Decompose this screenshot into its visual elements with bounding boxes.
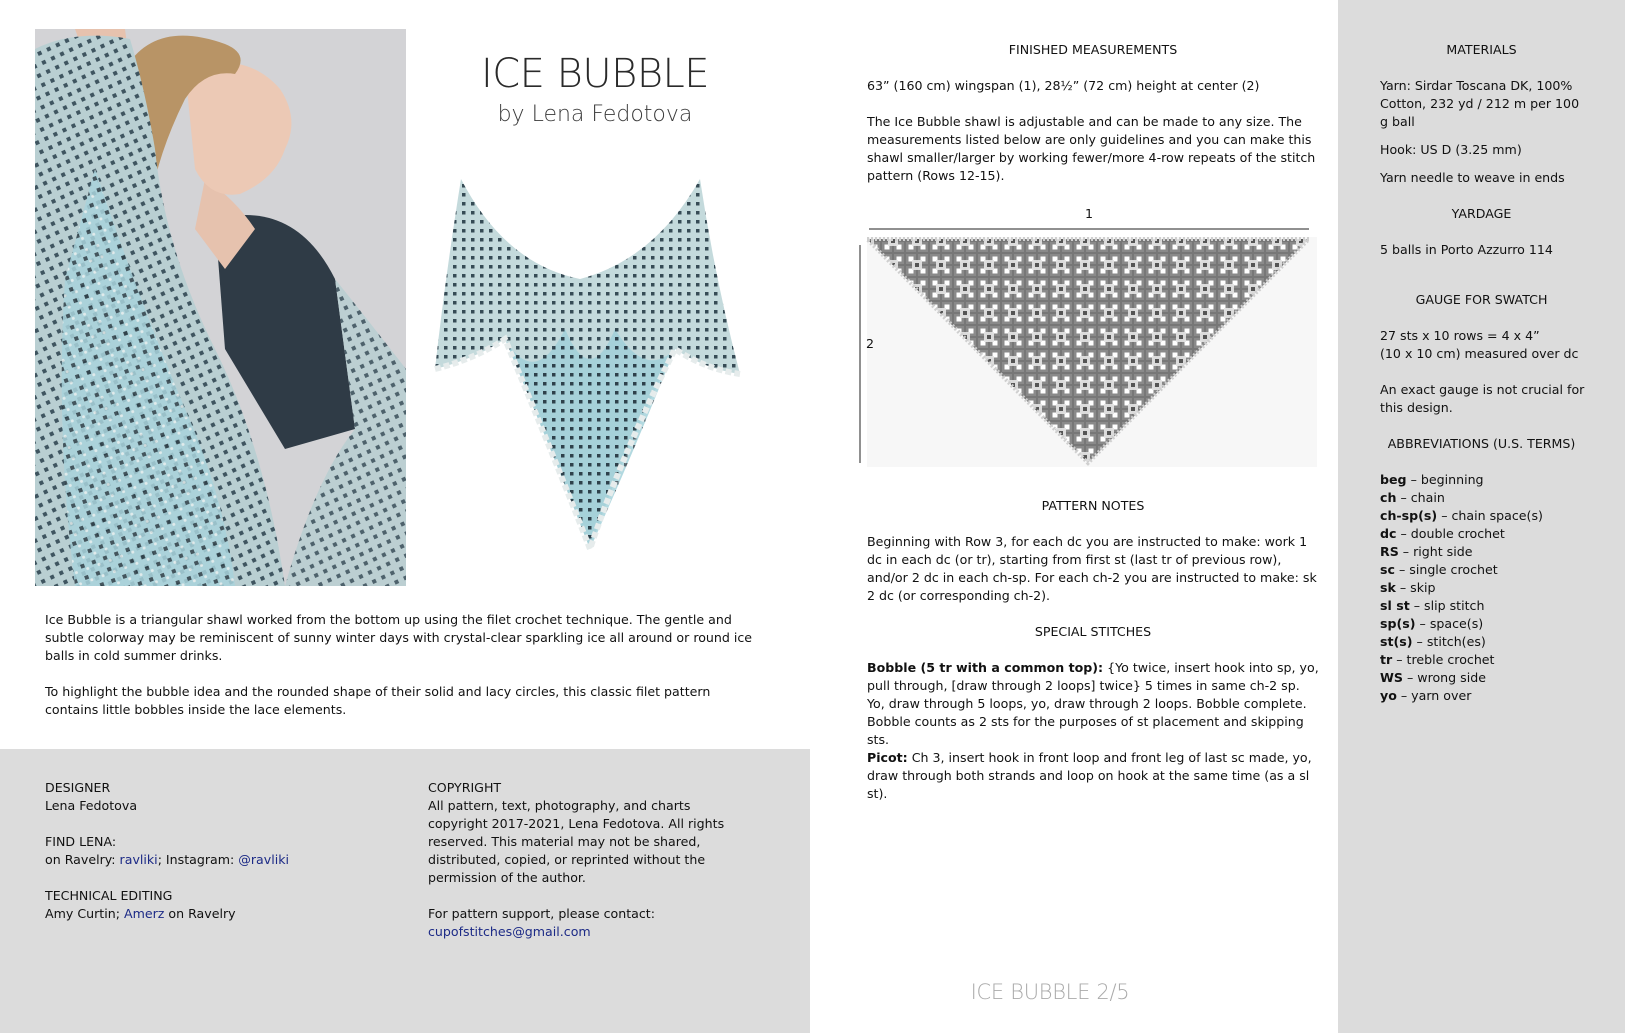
tech-editor: Amy Curtin; Amerz on Ravelry <box>45 906 236 921</box>
schematic-svg <box>857 205 1319 473</box>
support-email-link[interactable]: cupofstitches@gmail.com <box>428 924 591 939</box>
page-title: ICE BUBBLE <box>480 51 710 97</box>
pattern-notes-text: Beginning with Row 3, for each dc you are instructed to make: work 1 dc in each dc (or tr), starting from first st (last tr of previous row), and/or 2 dc in each ch-sp. For each ch-2 you are instructed to make: sk 2 dc (or corresponding ch-2). <box>867 534 1317 603</box>
abbreviation-item: sp(s) – space(s) <box>1380 616 1484 631</box>
materials-heading: MATERIALS <box>1446 42 1517 57</box>
gauge-heading: GAUGE FOR SWATCH <box>1415 292 1548 307</box>
yardage-heading: YARDAGE <box>1451 206 1512 221</box>
gauge-line: 27 sts x 10 rows = 4 x 4” <box>1380 328 1540 343</box>
height-label: 2 <box>866 336 875 351</box>
tech-editor-link[interactable]: Amerz <box>123 906 165 921</box>
special-stitches-heading: SPECIAL STITCHES <box>1034 624 1152 639</box>
model-photo <box>35 29 406 586</box>
finished-size: 63” (160 cm) wingspan (1), 28½” (72 cm) height at center (2) <box>867 78 1260 93</box>
yardage-value: 5 balls in Porto Azzurro 114 <box>1380 242 1553 257</box>
abbreviation-item: yo – yarn over <box>1380 688 1472 703</box>
intro-paragraph: To highlight the bubble idea and the rounded shape of their solid and lacy circles, this classic filet pattern contains little bobbles inside the lace elements. <box>45 684 711 717</box>
ravelry-link[interactable]: ravliki <box>119 852 158 867</box>
abbreviation-item: beg – beginning <box>1380 472 1484 487</box>
support-label: For pattern support, please contact: <box>428 906 655 921</box>
bobble-stitch <box>867 659 1319 749</box>
copyright-label: COPYRIGHT <box>428 780 502 795</box>
credits-left <box>45 779 375 923</box>
picot-stitch <box>867 749 1319 803</box>
credits-right <box>428 779 748 941</box>
tech-edit-label: TECHNICAL EDITING <box>45 888 173 903</box>
bobble-name: Bobble (5 tr with a common top): <box>867 660 1104 675</box>
abbreviations-list <box>1380 471 1590 705</box>
width-label: 1 <box>1084 206 1093 221</box>
gauge-value <box>1380 327 1590 363</box>
materials-hook: Hook: US D (3.25 mm) <box>1380 142 1522 157</box>
finished-note: The Ice Bubble shawl is adjustable and can be made to any size. The measurements listed below are only guidelines and you can make this shawl smaller/larger by working fewer/more 4-row repeats of the stitch pattern (Rows 12-15). <box>867 114 1316 183</box>
abbreviation-item: sk – skip <box>1380 580 1436 595</box>
designer-name: Lena Fedotova <box>45 798 138 813</box>
abbreviation-item: tr – treble crochet <box>1380 652 1495 667</box>
find-label: FIND LENA: <box>45 834 117 849</box>
instagram-link[interactable]: @ravliki <box>238 852 289 867</box>
abbreviation-item: dc – double crochet <box>1380 526 1505 541</box>
abbreviation-item: RS – right side <box>1380 544 1473 559</box>
author-byline: by Lena Fedotova <box>497 102 693 127</box>
page-footer: ICE BUBBLE 2/5 <box>970 980 1130 1004</box>
picot-name: Picot: <box>867 750 908 765</box>
picot-text: Ch 3, insert hook in front loop and front leg of last sc made, yo, draw through both strands and loop on hook at the same time (as a sl st). <box>867 750 1312 801</box>
gauge-note: An exact gauge is not crucial for this design. <box>1380 382 1585 415</box>
abbreviation-item: st(s) – stitch(es) <box>1380 634 1486 649</box>
abbreviations-heading: ABBREVIATIONS (U.S. TERMS) <box>1387 436 1576 451</box>
materials-needle: Yarn needle to weave in ends <box>1380 170 1565 185</box>
gauge-line: (10 x 10 cm) measured over dc <box>1380 346 1579 361</box>
materials-yarn: Yarn: Sirdar Toscana DK, 100% Cotton, 232 yd / 212 m per 100 g ball <box>1380 78 1580 129</box>
model-illustration <box>35 29 406 586</box>
intro-section <box>45 611 765 719</box>
copyright-text: All pattern, text, photography, and charts copyright 2017-2021, Lena Fedotova. All rights reserved. This material may not be shared, distributed, copied, or reprinted without the permission of the author. <box>428 798 725 885</box>
abbreviation-item: ch-sp(s) – chain space(s) <box>1380 508 1543 523</box>
abbreviation-item: ch – chain <box>1380 490 1445 505</box>
find-links: on Ravelry: ravliki; Instagram: @ravliki <box>45 852 289 867</box>
pattern-notes-heading: PATTERN NOTES <box>1041 498 1145 513</box>
designer-label: DESIGNER <box>45 780 111 795</box>
abbreviation-item: sc – single crochet <box>1380 562 1498 577</box>
finished-measurements-heading: FINISHED MEASUREMENTS <box>1008 42 1178 57</box>
bobble-text: {Yo twice, insert hook into sp, yo, pull through, [draw through 2 loops] twice} 5 times in same ch-2 sp. Yo, draw through 5 loops, yo, draw through 2 loops. Bobble complete. Bobble counts as 2 sts for the purposes of st placement and skipping sts. <box>867 660 1319 747</box>
abbreviation-item: sl st – slip stitch <box>1380 598 1485 613</box>
abbreviation-item: WS – wrong side <box>1380 670 1486 685</box>
shawl-schematic <box>857 205 1319 473</box>
intro-paragraph: Ice Bubble is a triangular shawl worked from the bottom up using the filet crochet technique. The gentle and subtle colorway may be reminiscent of sunny winter days with crystal-clear sparkling ice all around or round ice balls in cold summer drinks. <box>45 612 753 663</box>
